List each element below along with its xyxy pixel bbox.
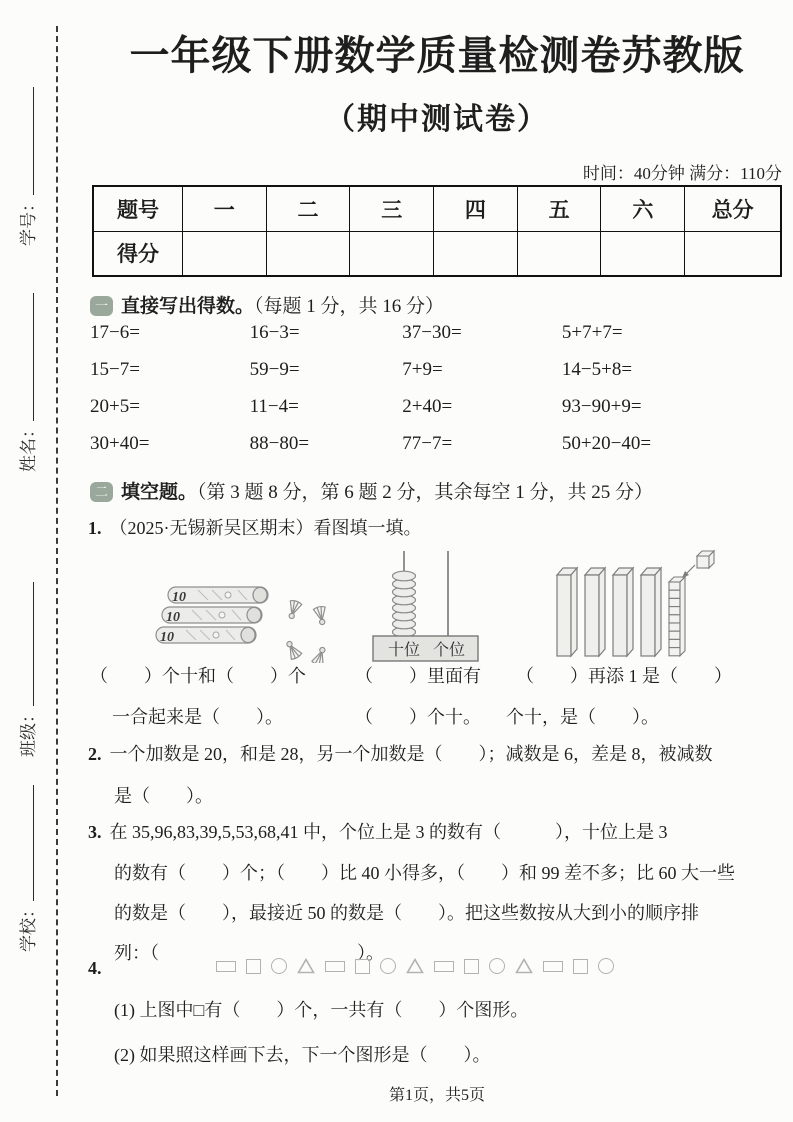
section-two-title: 填空题。 (121, 482, 198, 503)
pattern-rectangle-shape (434, 961, 454, 972)
paper-main-column (88, 0, 786, 1122)
pattern-triangle-shape (515, 958, 533, 974)
math-problem: 16−3= (249, 322, 300, 343)
class-label: 班级： (19, 706, 38, 757)
question-3-line4: 列：（ ）。 (114, 943, 384, 963)
question-4-sub2: (2) 如果照这样画下去，下一个图形是（ ）。 (114, 1045, 491, 1065)
ten-rods (557, 568, 661, 656)
score-table (92, 185, 782, 277)
svg-text:10: 10 (172, 590, 186, 605)
question-2-text: 一个加数是 20，和是 28，另一个加数是（ ）；减数是 6，差是 8，被减数 (109, 744, 713, 764)
question-2-number: 2. (88, 744, 102, 764)
score-table-corner: 题号 (93, 186, 182, 231)
math-problem: 88−80= (249, 433, 310, 454)
score-col-5: 五 (517, 186, 601, 231)
q1-caption-abacus-line2: （ ）个十。 (355, 707, 481, 727)
math-problem: 30+40= (90, 433, 150, 454)
tens-place-label: 十位 (387, 642, 421, 659)
pattern-rectangle-shape (543, 961, 563, 972)
math-problem: 14−5+8= (561, 359, 633, 380)
question-1-text: （2025·无锡新吴区期末）看图填一填。 (109, 518, 422, 538)
math-problem: 5+7+7= (561, 322, 623, 343)
math-problem: 37−30= (402, 322, 462, 343)
section-one-note: （每题 1 分，共 16 分） (254, 296, 445, 317)
pattern-circle-shape (380, 958, 396, 974)
shuttlecock (313, 606, 329, 626)
shuttlecock-tubes-figure (146, 585, 336, 668)
shuttlecock (311, 646, 328, 663)
class-blank-line (17, 582, 34, 706)
question-2-line1 (88, 740, 786, 766)
school-blank-line (17, 785, 34, 901)
student-id-field (14, 87, 39, 246)
shape-pattern-row (216, 957, 624, 975)
shuttlecock (283, 639, 302, 661)
svg-text:10: 10 (160, 630, 174, 645)
pattern-circle-shape (271, 958, 287, 974)
tube-of-10 (156, 627, 256, 645)
dashed-cut-line (56, 26, 58, 1096)
math-problem: 77−7= (402, 433, 453, 454)
pattern-triangle-shape (297, 958, 315, 974)
section-two-badge-icon: 二 (90, 482, 113, 502)
pattern-rectangle-shape (325, 961, 345, 972)
pattern-rectangle-shape (216, 961, 236, 972)
question-1-figures (88, 545, 786, 661)
question-1-number: 1. (88, 518, 102, 538)
q1-caption-blocks-line1: （ ）再添 1 是（ ） (516, 666, 732, 686)
score-col-2: 二 (266, 186, 350, 231)
math-problem: 17−6= (90, 322, 140, 343)
student-name-label: 姓名： (19, 421, 38, 472)
question-4-number: 4. (88, 958, 102, 978)
section-two-header (90, 477, 653, 504)
score-cell (517, 231, 601, 276)
section-one-header (90, 291, 444, 318)
score-cell (434, 231, 518, 276)
q1-caption-tubes-line1: （ ）个十和（ ）个 (90, 666, 306, 686)
student-name-blank-line (17, 293, 34, 421)
score-col-1: 一 (182, 186, 266, 231)
time-and-score-info: 时间：40分钟 满分：110分 (582, 164, 782, 183)
score-col-total: 总分 (685, 186, 781, 231)
page-footer: 第1页，共5页 (388, 1087, 485, 1104)
question-3-number: 3. (88, 822, 102, 842)
shuttlecock (285, 599, 302, 620)
mental-math-grid (90, 322, 784, 470)
svg-text:10: 10 (166, 610, 180, 625)
pattern-circle-shape (598, 958, 614, 974)
math-problem: 2+40= (402, 396, 453, 417)
math-problem: 11−4= (249, 396, 299, 417)
score-col-4: 四 (434, 186, 518, 231)
student-name-field (14, 293, 39, 472)
pattern-triangle-shape (406, 958, 424, 974)
score-table-value-row (93, 231, 781, 276)
question-3-line3: 的数是（ ），最接近 50 的数是（ ）。把这些数按从大到小的顺序排 (114, 903, 699, 923)
page-title: 一年级下册数学质量检测卷苏教版 (129, 33, 745, 78)
q1-caption-blocks-line2: 个十，是（ ）。 (506, 707, 659, 727)
score-cell (601, 231, 685, 276)
score-table-header-row (93, 186, 781, 231)
student-id-blank-line (17, 87, 34, 195)
question-2-line2: 是（ ）。 (114, 786, 213, 806)
school-label: 学校： (19, 901, 38, 952)
score-cell (182, 231, 266, 276)
math-problem: 59−9= (249, 359, 300, 380)
tens-beads (393, 571, 416, 637)
score-row-label: 得分 (93, 231, 182, 276)
score-cell (685, 231, 781, 276)
math-problem: 7+9= (402, 359, 443, 380)
question-3-line1 (88, 818, 786, 844)
class-field (14, 582, 39, 757)
question-3-line2: 的数有（ ）个；（ ）比 40 小得多，（ ）和 99 差不多；比 60 大一些 (114, 863, 735, 883)
q1-caption-tubes-line2: 一合起来是（ ）。 (112, 707, 283, 727)
pattern-square-shape (355, 959, 370, 974)
page-subtitle: （期中测试卷） (325, 103, 549, 136)
math-problem: 20+5= (90, 396, 140, 417)
section-two-note: （第 3 题 8 分，第 6 题 2 分，其余每空 1 分，共 25 分） (197, 482, 654, 503)
school-field (14, 785, 39, 952)
student-id-label: 学号： (19, 195, 38, 246)
ones-place-label: 个位 (432, 642, 466, 659)
pattern-square-shape (464, 959, 479, 974)
score-cell (350, 231, 434, 276)
section-one-title: 直接写出得数。 (121, 296, 255, 317)
abacus-figure (368, 547, 483, 668)
score-col-3: 三 (350, 186, 434, 231)
question-3-text: 在 35,96,83,39,5,53,68,41 中，个位上是 3 的数有（ ），十位上是 3 (109, 822, 668, 842)
question-4-sub1: (1) 上图中□有（ ）个，一共有（ ）个图形。 (114, 1000, 529, 1020)
score-cell (266, 231, 350, 276)
pattern-square-shape (246, 959, 261, 974)
score-col-6: 六 (601, 186, 685, 231)
section-one-badge-icon: 一 (90, 296, 113, 316)
pattern-square-shape (573, 959, 588, 974)
math-problem: 15−7= (90, 359, 140, 380)
tube-of-10 (162, 607, 262, 625)
question-1-prompt (88, 514, 786, 540)
base-ten-blocks-figure (553, 549, 723, 668)
tube-of-10 (168, 587, 268, 605)
pattern-circle-shape (489, 958, 505, 974)
unit-cube-stack (669, 577, 685, 656)
math-problem: 93−90+9= (561, 396, 642, 417)
math-problem: 50+20−40= (561, 433, 652, 454)
extra-unit-cube (697, 551, 714, 568)
q1-caption-abacus-line1: （ ）里面有 (355, 666, 481, 686)
